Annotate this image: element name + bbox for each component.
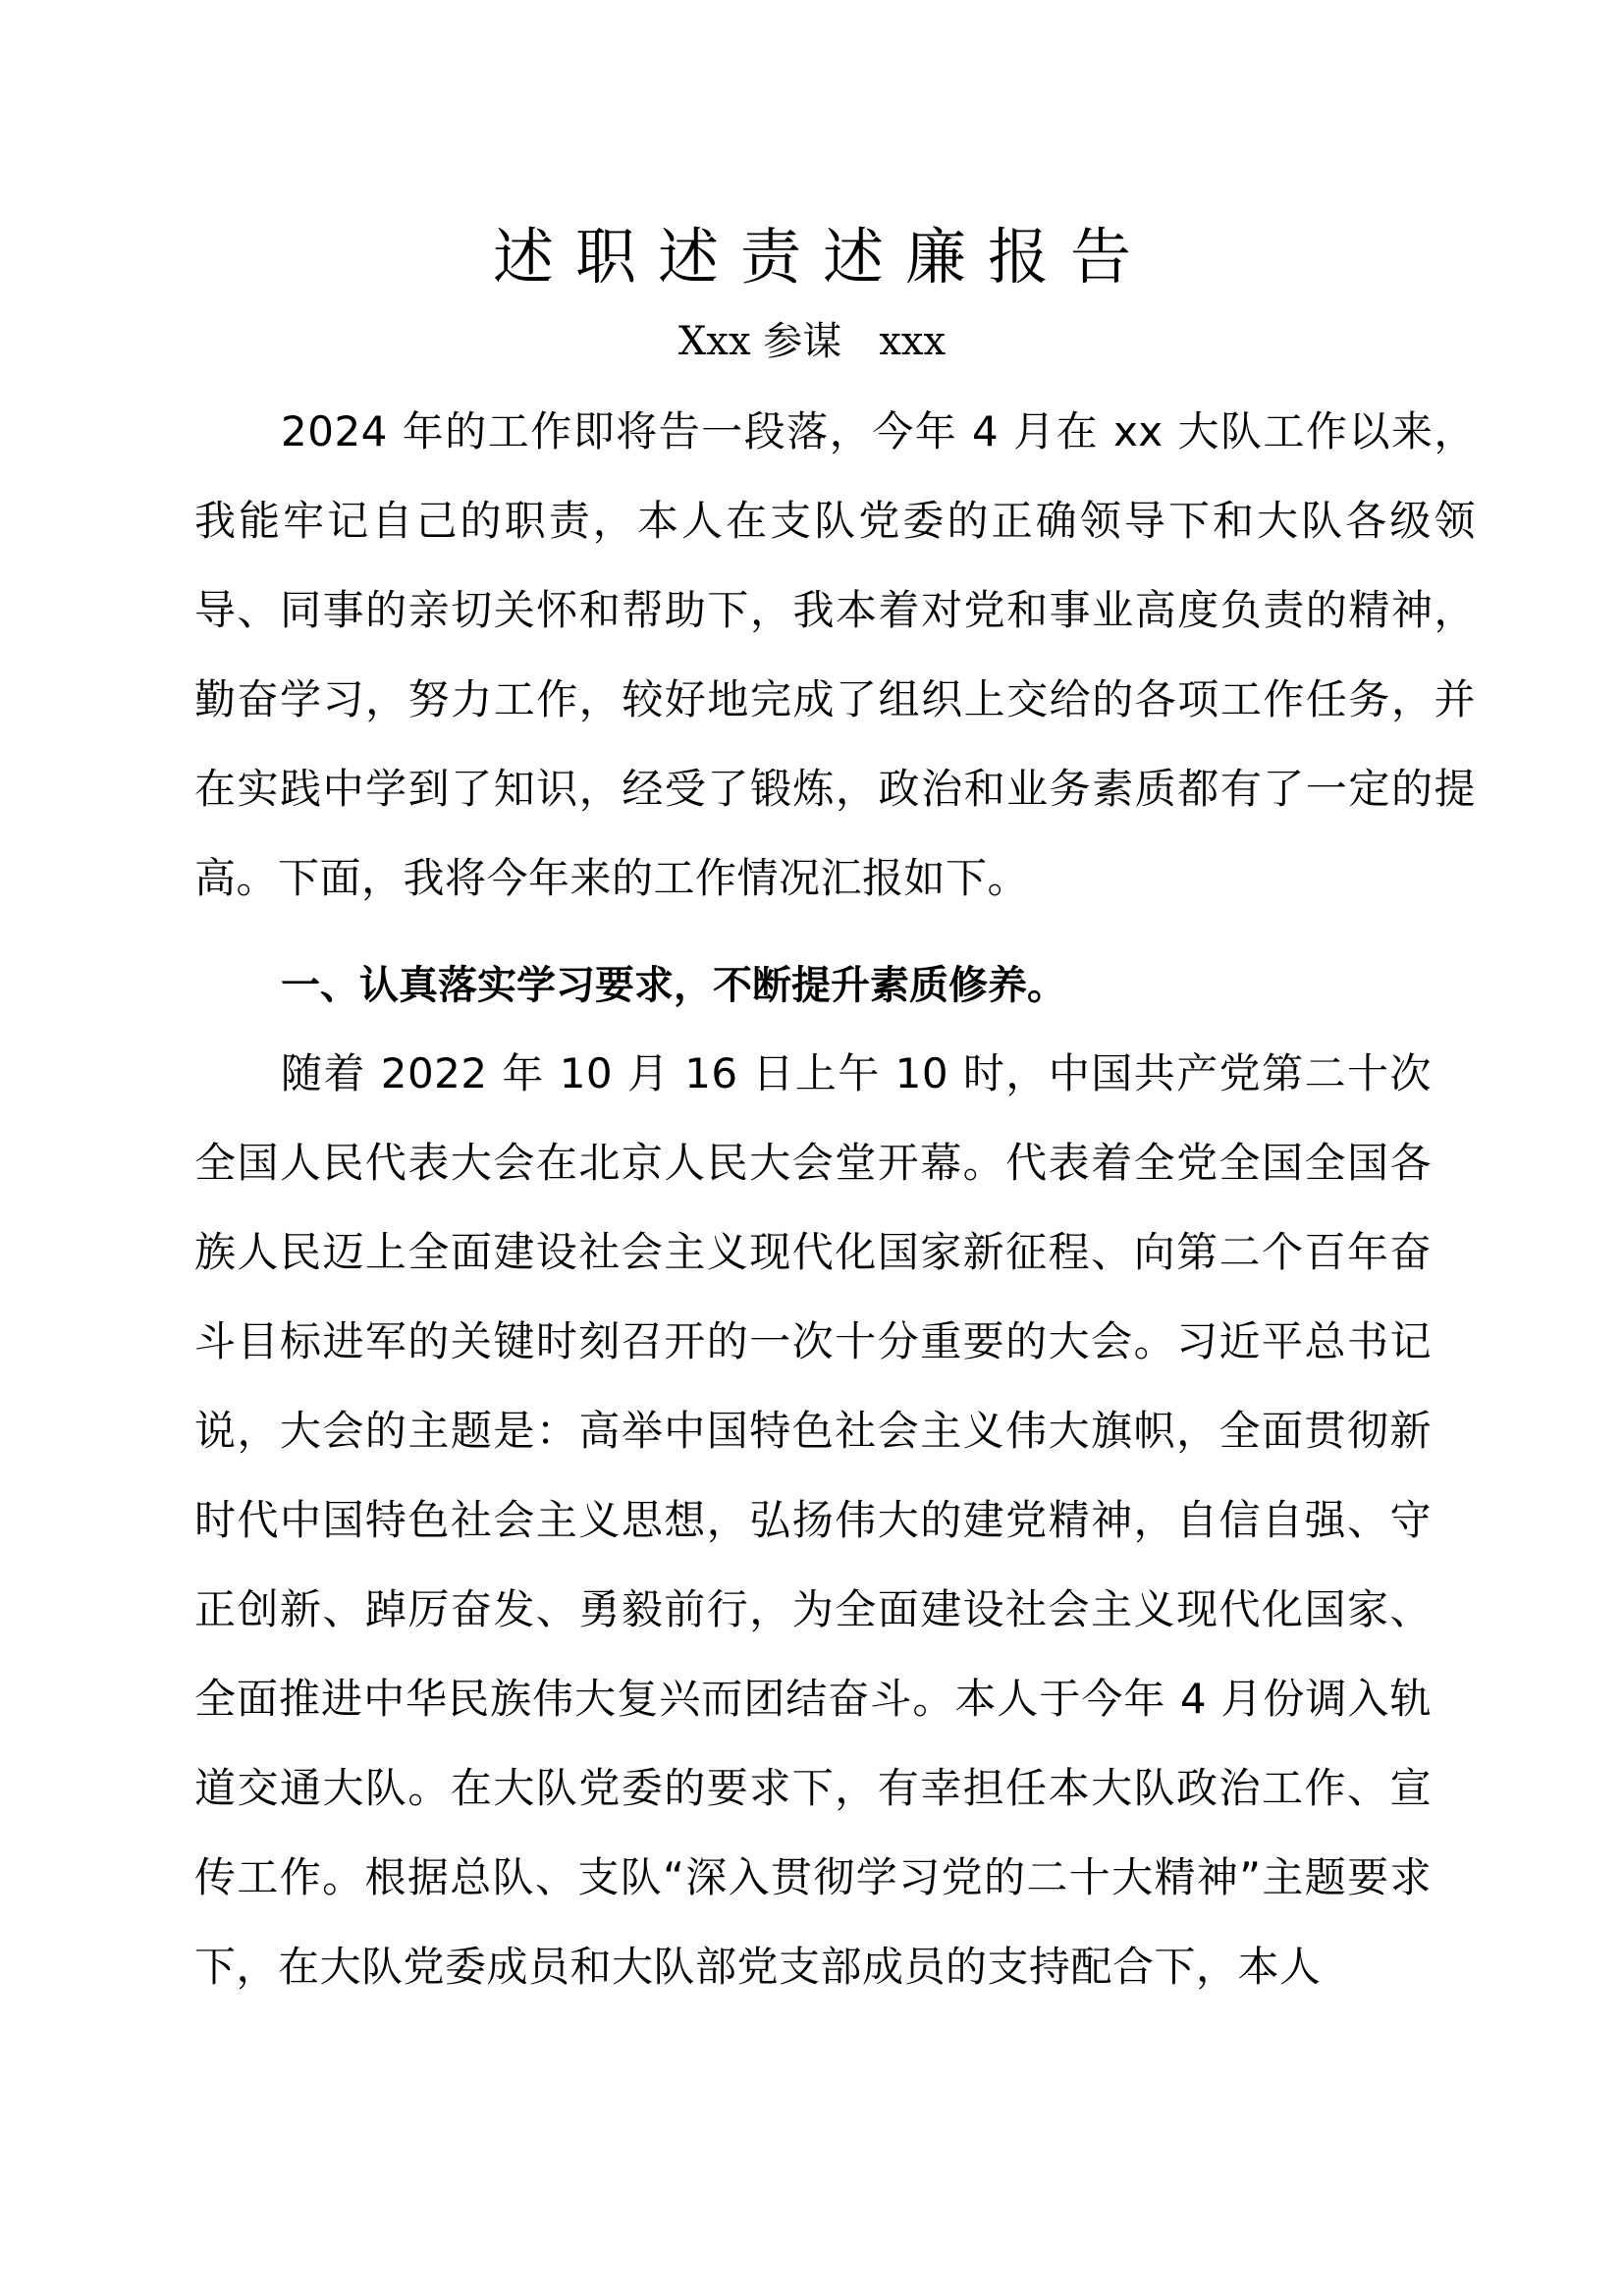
- body-paragraph: 随着 2022 年 10 月 16 日上午 10 时，中国共产党第二十次全国人民代表大会在北京人民大会堂开幕。代表着全党全国全国各族人民迈上全面建设社会主义现代化国家新征程、向第二个百年奋斗目标进军的关键时刻召开的一次十分重要的大会。习近平总书记说，大会的主题是：高举中国特色社会主义伟大旗帜，全面贯彻新时代中国特色社会主义思想，弘扬伟大的建党精神，自信自强、守正创新、踔厉奋发、勇毅前行，为全面建设社会主义现代化国家、全面推进中华民族伟大复兴而团结奋斗。本人于今年 4 月份调入轨道交通大队。在大队党委的要求下，有幸担任本大队政治工作、宣传工作。根据总队、支队“深入贯彻学习党的二十大精神”主题要求下，在大队党委成员和大队部党支部成员的支持配合下，本人: [194, 1049, 1432, 1991]
- document-title: 述职述责述廉报告: [492, 221, 1153, 293]
- intro-paragraph: 2024 年的工作即将告一段落，今年 4 月在 xx 大队工作以来，我能牢记自己的职责，本人在支队党委的正确领导下和大队各级领导、同事的亲切关怀和帮助下，我本着对党和事业高度负责的精神，勤奋学习，努力工作，较好地完成了组织上交给的各项工作任务，并在实践中学到了知识，经受了锻炼，政治和业务素质都有了一定的提高。下面，我将今年来的工作情况汇报如下。: [194, 407, 1476, 902]
- section-heading: 一、认真落实学习要求，不断提升素质修养。: [281, 963, 1066, 1008]
- document-subtitle: Xxx 参谋 xxx: [677, 319, 947, 364]
